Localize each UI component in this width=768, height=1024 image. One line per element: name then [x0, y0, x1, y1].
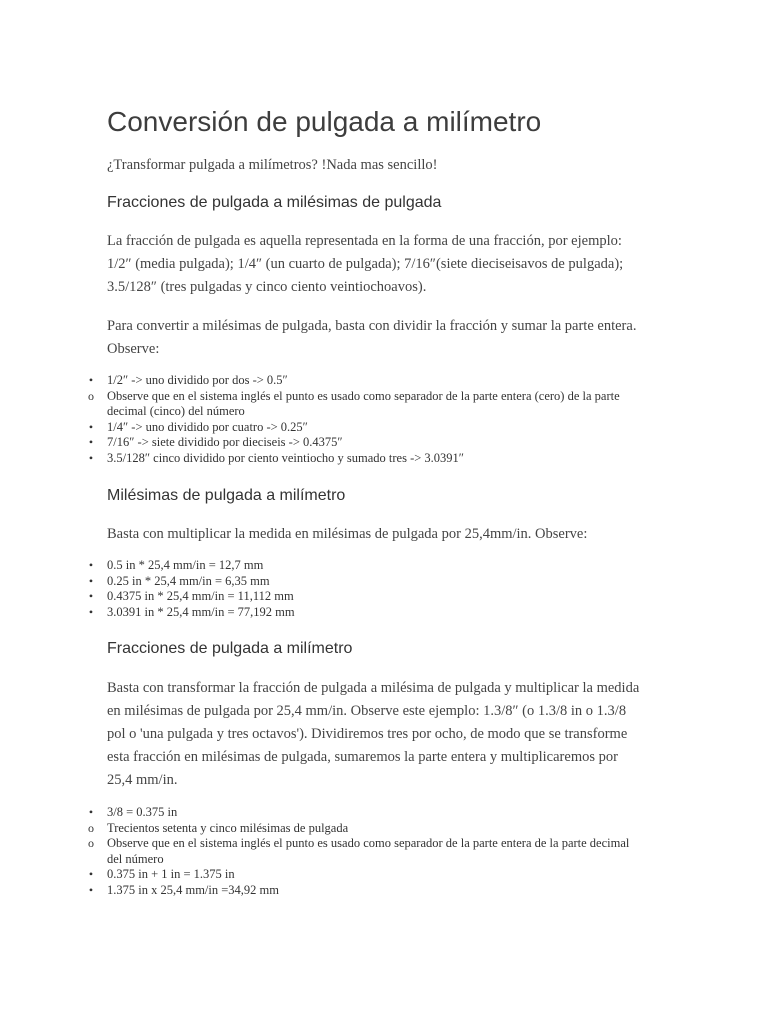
list-item-text: 0.4375 in * 25,4 mm/in = 11,112 mm: [107, 589, 294, 603]
paragraph-line: Basta con multiplicar la medida en milésimas de pulgada por 25,4mm/in. Observe:: [107, 526, 588, 542]
bullet-marker: •: [88, 805, 94, 819]
list-item: [0, 420, 667, 436]
list-item-text: 1.375 in x 25,4 mm/in =34,92 mm: [107, 882, 279, 897]
section2-paragraph-1: [107, 523, 667, 546]
paragraph-line: en milésimas de pulgada por 25,4 mm/in. Observe este ejemplo: 1.3/8″ (o 1.3/8 in o 1.3/8: [107, 703, 627, 719]
list-item-text: 1/4″ -> uno dividido por cuatro -> 0.25″: [107, 419, 308, 434]
list-item: [0, 867, 667, 883]
list-item-text: Observe que en el sistema inglés el punto es usado como separador de la parte entera (cero) de la parte: [107, 388, 620, 403]
intro-paragraph: [107, 154, 667, 177]
bullet-marker: o: [88, 388, 94, 403]
section-heading-fractions-to-thousandths: Fracciones de pulgada a milésimas de pulgada: [107, 194, 442, 211]
bullet-marker: •: [88, 435, 94, 449]
bullet-marker: •: [88, 589, 94, 603]
bullet-marker: •: [88, 573, 94, 588]
intro-line: ¿Transformar pulgada a milímetros? !Nada mas sencillo!: [107, 157, 438, 173]
bullet-marker: •: [88, 867, 94, 881]
list-item-text: 3.5/128″ cinco dividido por ciento veintiocho y sumado tres -> 3.0391″: [107, 450, 464, 465]
list-item: [0, 373, 667, 389]
bullet-marker: •: [88, 604, 94, 619]
paragraph-line: 1/2″ (media pulgada); 1/4″ (un cuarto de pulgada); 7/16″(siete dieciseisavos de pulgada);: [107, 256, 624, 272]
bullet-marker: o: [88, 836, 94, 850]
list-item-text: Trecientos setenta y cinco milésimas de pulgada: [107, 820, 349, 835]
list-item-text: 0.25 in * 25,4 mm/in = 6,35 mm: [107, 573, 270, 588]
paragraph-line: Basta con transformar la fracción de pulgada a milésima de pulgada y multiplicar la medida: [107, 680, 640, 696]
list-item: [0, 558, 667, 574]
list-item: [0, 605, 667, 621]
section1-paragraph-2: [107, 315, 667, 361]
section-heading-thousandths-to-mm: Milésimas de pulgada a milímetro: [107, 487, 346, 504]
list-item-text: 0.5 in * 25,4 mm/in = 12,7 mm: [107, 558, 264, 572]
list-item: [0, 805, 667, 821]
bullet-marker: •: [88, 882, 94, 897]
list-item: [0, 821, 667, 837]
section1-list: [0, 373, 768, 466]
section1-paragraph-1: [107, 230, 667, 299]
paragraph-line: 25,4 mm/in.: [107, 772, 178, 788]
section3-list: [0, 805, 768, 898]
list-item-text: 1/2″ -> uno dividido por dos -> 0.5″: [107, 373, 288, 387]
bullet-marker: •: [88, 419, 94, 434]
list-item: [0, 589, 667, 605]
list-item-text: decimal (cinco) del número: [107, 404, 245, 418]
paragraph-line: La fracción de pulgada es aquella representada en la forma de una fracción, por ejemplo:: [107, 233, 622, 249]
list-item-text: Observe que en el sistema inglés el punto es usado como separador de la parte entera de la parte decimal: [107, 836, 630, 850]
paragraph-line: 3.5/128″ (tres pulgadas y cinco ciento veintiochoavos).: [107, 279, 427, 295]
paragraph-line: esta fracción en milésimas de pulgada, sumaremos la parte entera y multiplicaremos por: [107, 749, 618, 765]
list-item-text: del número: [107, 851, 164, 866]
bullet-marker: o: [88, 820, 94, 835]
list-item: [0, 389, 667, 420]
list-item: [0, 574, 667, 590]
list-item-text: 7/16″ -> siete dividido por dieciseis -> 0.4375″: [107, 435, 343, 449]
list-item-text: 3.0391 in * 25,4 mm/in = 77,192 mm: [107, 604, 295, 619]
list-item-text: 3/8 = 0.375 in: [107, 805, 178, 819]
list-item: [0, 836, 667, 867]
section3-paragraph-1: [107, 677, 667, 792]
bullet-marker: •: [88, 373, 94, 387]
list-item: [0, 435, 667, 451]
page-title: Conversión de pulgada a milímetro: [107, 106, 542, 137]
paragraph-line: pol o 'una pulgada y tres octavos'). Dividiremos tres por ocho, de modo que se transforme: [107, 726, 628, 742]
bullet-marker: •: [88, 450, 94, 465]
section-heading-fractions-to-mm: Fracciones de pulgada a milímetro: [107, 640, 353, 657]
list-item: [0, 451, 667, 467]
paragraph-line: Observe:: [107, 341, 160, 357]
section2-list: [0, 558, 768, 620]
list-item: [0, 883, 667, 899]
list-item-text: 0.375 in + 1 in = 1.375 in: [107, 867, 235, 881]
bullet-marker: •: [88, 558, 94, 572]
paragraph-line: Para convertir a milésimas de pulgada, basta con dividir la fracción y sumar la parte entera.: [107, 318, 637, 334]
